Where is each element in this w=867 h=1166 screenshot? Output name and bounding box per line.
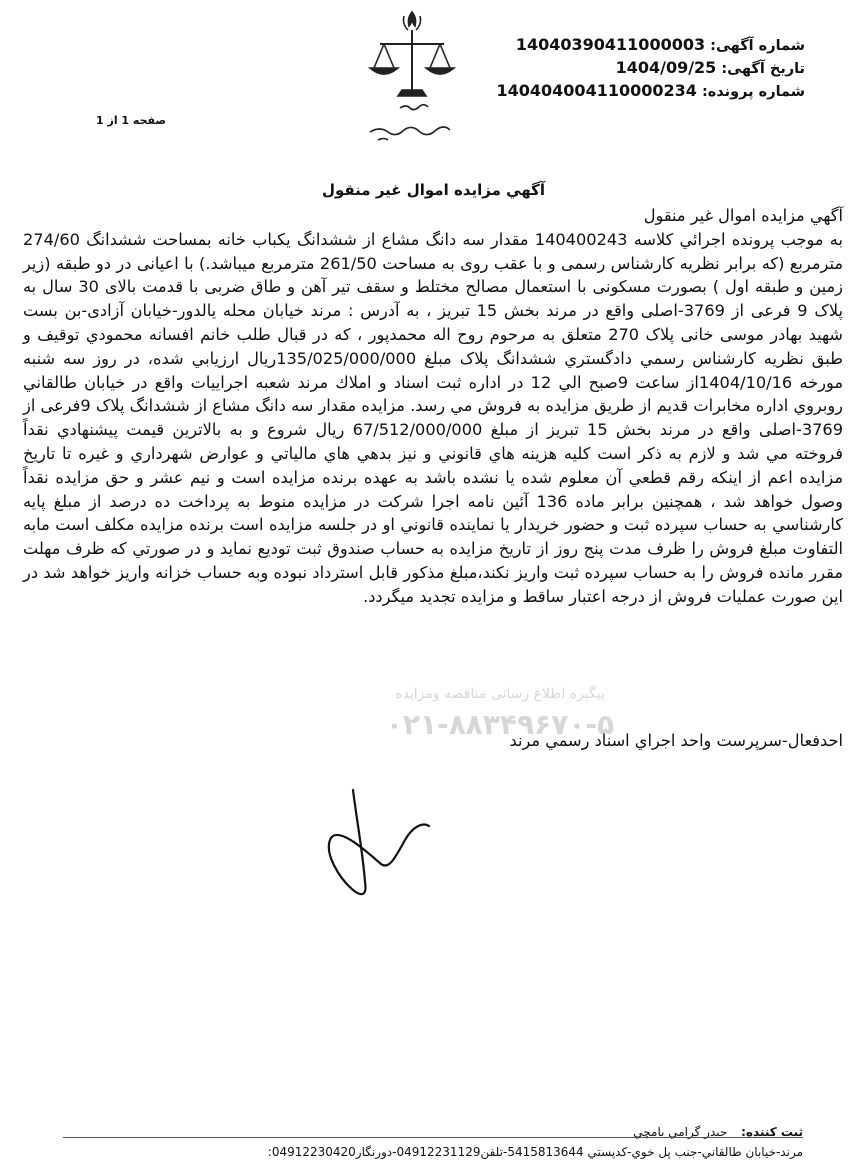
notice-body (23, 204, 843, 609)
registrar-name: حيدر گرامي يامچي (633, 1125, 728, 1139)
file-number-label: شماره پرونده: (701, 84, 805, 100)
registrar-label: ثبت کننده: (741, 1125, 803, 1139)
notice-date-label: تاریخ آگهی: (721, 61, 805, 77)
watermark-phone: ۰۲۱-۸۸۳۴۹۶۷۰-۵ (385, 708, 615, 741)
notice-heading-line: آگهي مزايده اموال غير منقول (643, 206, 843, 225)
signature-icon (305, 782, 435, 902)
notice-meta (475, 34, 805, 103)
notice-number-label: شماره آگهی: (710, 38, 805, 54)
page-title: آگهي مزايده اموال غير منقول (321, 181, 546, 199)
notice-number-row (475, 34, 805, 57)
notice-date: 1404/09/25 (615, 58, 717, 77)
judiciary-emblem-icon (340, 4, 490, 154)
notice-date-row (475, 57, 805, 80)
file-number: 140404004110000234 (496, 81, 697, 100)
file-number-row (475, 80, 805, 103)
office-address: مرند-خيابان طالقاني-جنب پل خوي-كدپستي 5415813644-تلفن04912231129-دورنگار04912230420: (267, 1145, 803, 1159)
notice-number: 14040390411000003 (515, 35, 706, 54)
watermark-text: پیگیره اطلاع رسانی مناقصه ومزایده (395, 686, 605, 702)
page-number: صفحه 1 از 1 (96, 114, 167, 127)
signer-title: احدفعال-سرپرست واحد اجراي اسناد رسمي مرند (509, 731, 843, 750)
footer-divider (63, 1137, 803, 1138)
watermark (290, 668, 710, 768)
notice-paragraph: به موجب پرونده اجرائي كلاسه 140400243 مقدار سه دانگ مشاع از ششدانگ یکباب خانه بمساحت ششدانگ 274/60 مترمربع (که برابر نظریه کارشناس رسمی و با عقب روی به مساحت 261/50 مترمربع میباشد.) با اعیانی در دو طبقه (زیر زمین و طبقه اول ) بصورت مسکونی با استعمال مصالح مختلط و سقف تیر آهن و طاق ضربی با قدمت بالای 30 سال به پلاک 9 فرعی از 3769-اصلی واقع در مرند بخش 15 تبریز ، به آدرس : مرند خیابان محله یالدور-خیابان آزادی-بن بست شهید بهادر موسی خانی پلاک 270 متعلق به مرحوم روح اله محمدپور ، كه در قبال طلب خانم افسانه محمودي توقيف و طبق نظريه كارشناس رسمي دادگستري ششدانگ پلاک مبلغ 135/025/000/000ريال ارزيابي شده، در روز سه شنبه مورخه 1404/10/16از ساعت 9صبح الي 12 در اداره ثبت اسناد و املاك مرند شعبه اجراييات واقع در خيابان طالقاني روبروي اداره مخابرات قديم از طريق مزايده به فروش مي رسد. مزايده مقدار سه دانگ مشاع از ششدانگ پلاک 9فرعی از 3769-اصلی واقع در مرند بخش 15 تبریز از مبلغ 67/512/000/000 ريال شروع و به بالاترين قيمت پيشنهادي نقداً فروخته مي شد و لازم به ذكر است كليه هزينه هاي قانوني و نيز بدهي هاي مالياتي و عوارض شهرداري و غيره تا تاريخ مزايده اعم از اينكه رقم قطعي آن معلوم شده يا نشده باشد به عهده برنده مزايده است و نيم عشر و حق مزايده نقداً وصول خواهد شد ، همچنين برابر ماده 136 آئين نامه اجرا شركت در مزايده منوط به پرداخت ده درصد از مبلغ پايه كارشناسي به حساب سپرده ثبت و حضور خريدار يا نماينده قانوني او در جلسه مزايده است برنده مزايده مكلف است مابه التفاوت مبلغ فروش را ظرف مدت پنج روز از تاريخ مزايده به حساب صندوق ثبت توديع نمايد و در صورتي كه ظرف مهلت مقرر مانده فروش را به حساب سپرده ثبت واريز نكند،مبلغ مذكور قابل استرداد نبوده وبه حساب خزانه واريز خواهد شد در اين صورت عمليات فروش از درجه اعتبار ساقط و مزايده تجديد ميگردد. (23, 229, 844, 606)
